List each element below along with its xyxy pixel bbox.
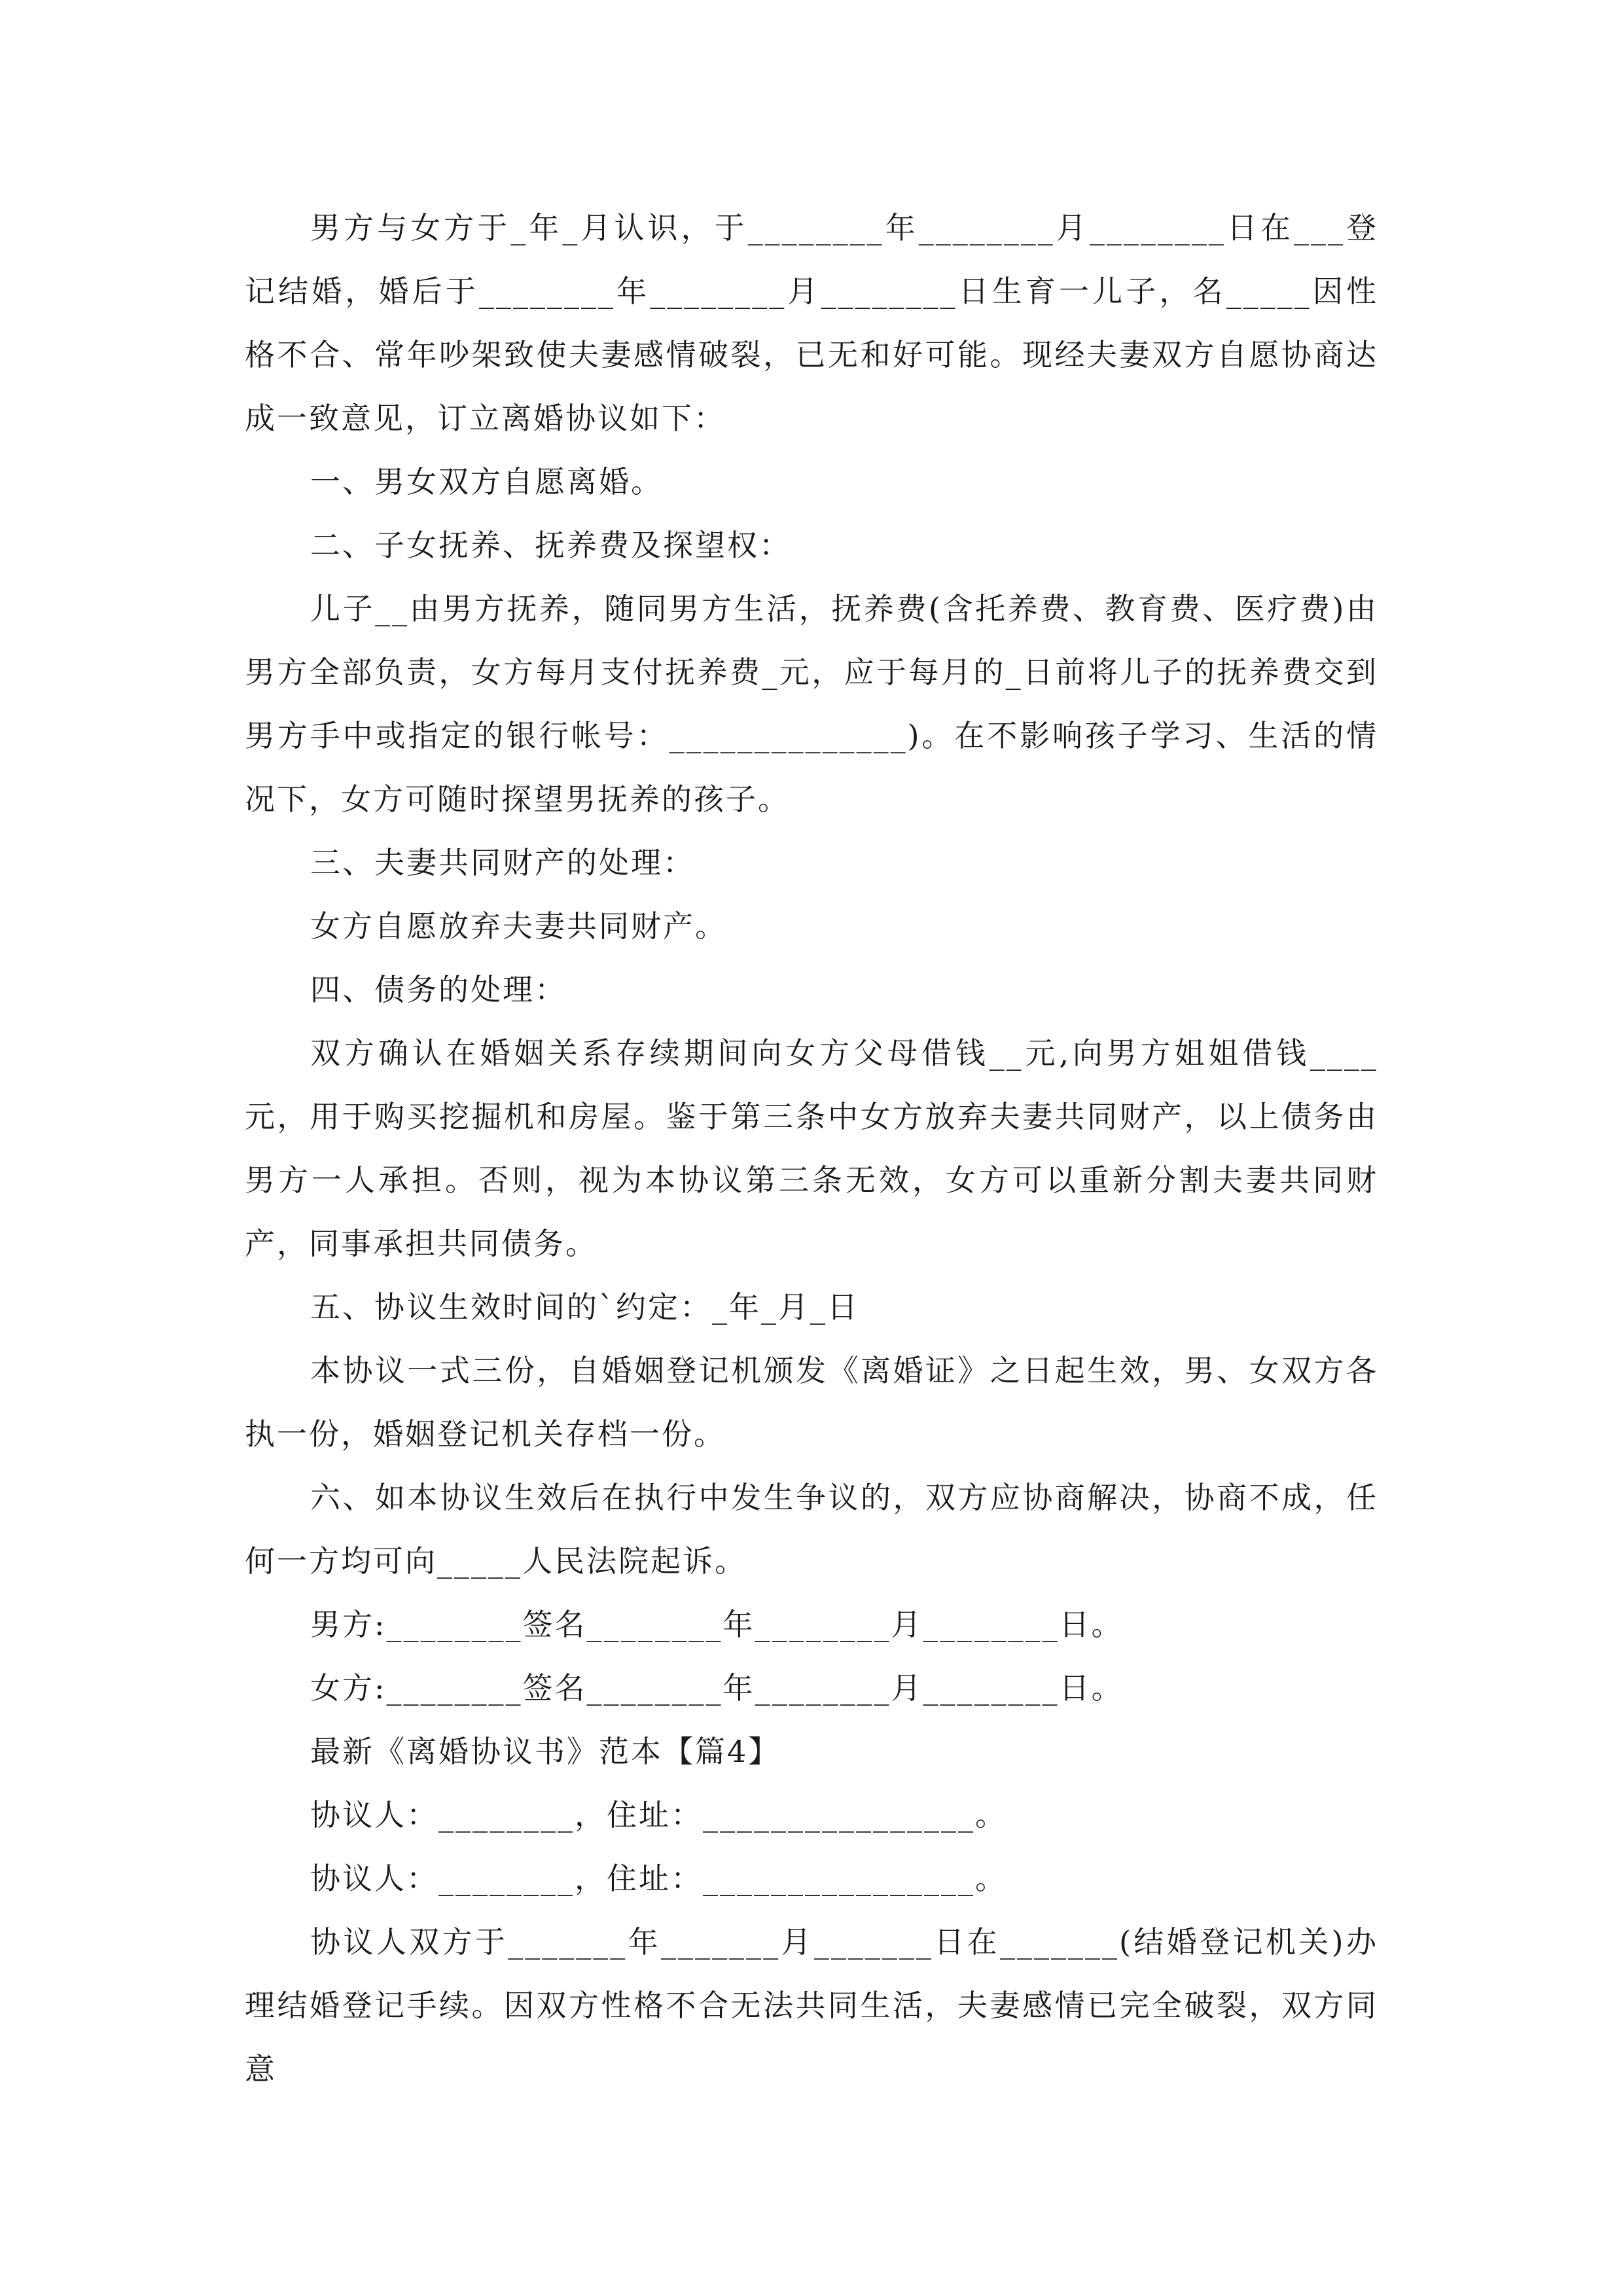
- section-title: 最新《离婚协议书》范本【篇4】: [310, 1734, 781, 1769]
- clause-3-heading: 三、夫妻共同财产的处理：: [310, 845, 695, 880]
- clause-2-heading: 二、子女抚养、抚养费及探望权：: [310, 528, 791, 563]
- party-line-1: 协议人：________，住址：________________。: [310, 1797, 1007, 1833]
- clause-4-heading: 四、债务的处理：: [310, 972, 567, 1007]
- signature-line-female: 女方:________签名________年________月________日。: [310, 1670, 1124, 1706]
- signature-line-male: 男方:________签名________年________月________日。: [310, 1607, 1124, 1642]
- clause-4-body: 双方确认在婚姻关系存续期间向女方父母借钱__元,向男方姐姐借钱____元，用于购买挖掘机和房屋。鉴于第三条中女方放弃夫妻共同财产，以上债务由男方一人承担。否则，视为本协议第三条无效，女方可以重新分割夫妻共同财产，同事承担共同债务。: [245, 1035, 1378, 1261]
- intro-paragraph-2: 协议人双方于_______年_______月_______日在_______(结婚登记机关)办理结婚登记手续。因双方性格不合无法共同生活，夫妻感情已完全破裂，双方同意: [245, 1924, 1378, 2087]
- clause-2-body: 儿子__由男方抚养，随同男方生活，抚养费(含托养费、教育费、医疗费)由男方全部负责，女方每月支付抚养费_元，应于每月的_日前将儿子的抚养费交到男方手中或指定的银行帐号：______________)。在不影响孩子学习、生活的情况下，女方可随时探望男抚养的孩子。: [245, 591, 1378, 817]
- intro-paragraph: 男方与女方于_年_月认识，于________年________月________日在___登记结婚，婚后于________年________月________日生育一儿子，名_____因性格不合、常年吵架致使夫妻感情破裂，已无和好可能。现经夫妻双方自愿协商达成一致意见，订立离婚协议如下：: [245, 210, 1378, 436]
- party-line-2: 协议人：________，住址：________________。: [310, 1861, 1007, 1896]
- clause-5-body: 本协议一式三份，自婚姻登记机颁发《离婚证》之日起生效，男、女双方各执一份，婚姻登记机关存档一份。: [245, 1353, 1378, 1452]
- clause-5-heading: 五、协议生效时间的`约定：_年_月_日: [310, 1289, 859, 1325]
- document-page: [245, 196, 1378, 2101]
- clause-3-body: 女方自愿放弃夫妻共同财产。: [310, 908, 727, 944]
- clause-6: 六、如本协议生效后在执行中发生争议的，双方应协商解决，协商不成，任何一方均可向_____人民法院起诉。: [245, 1480, 1378, 1579]
- clause-1: 一、男女双方自愿离婚。: [310, 464, 663, 499]
